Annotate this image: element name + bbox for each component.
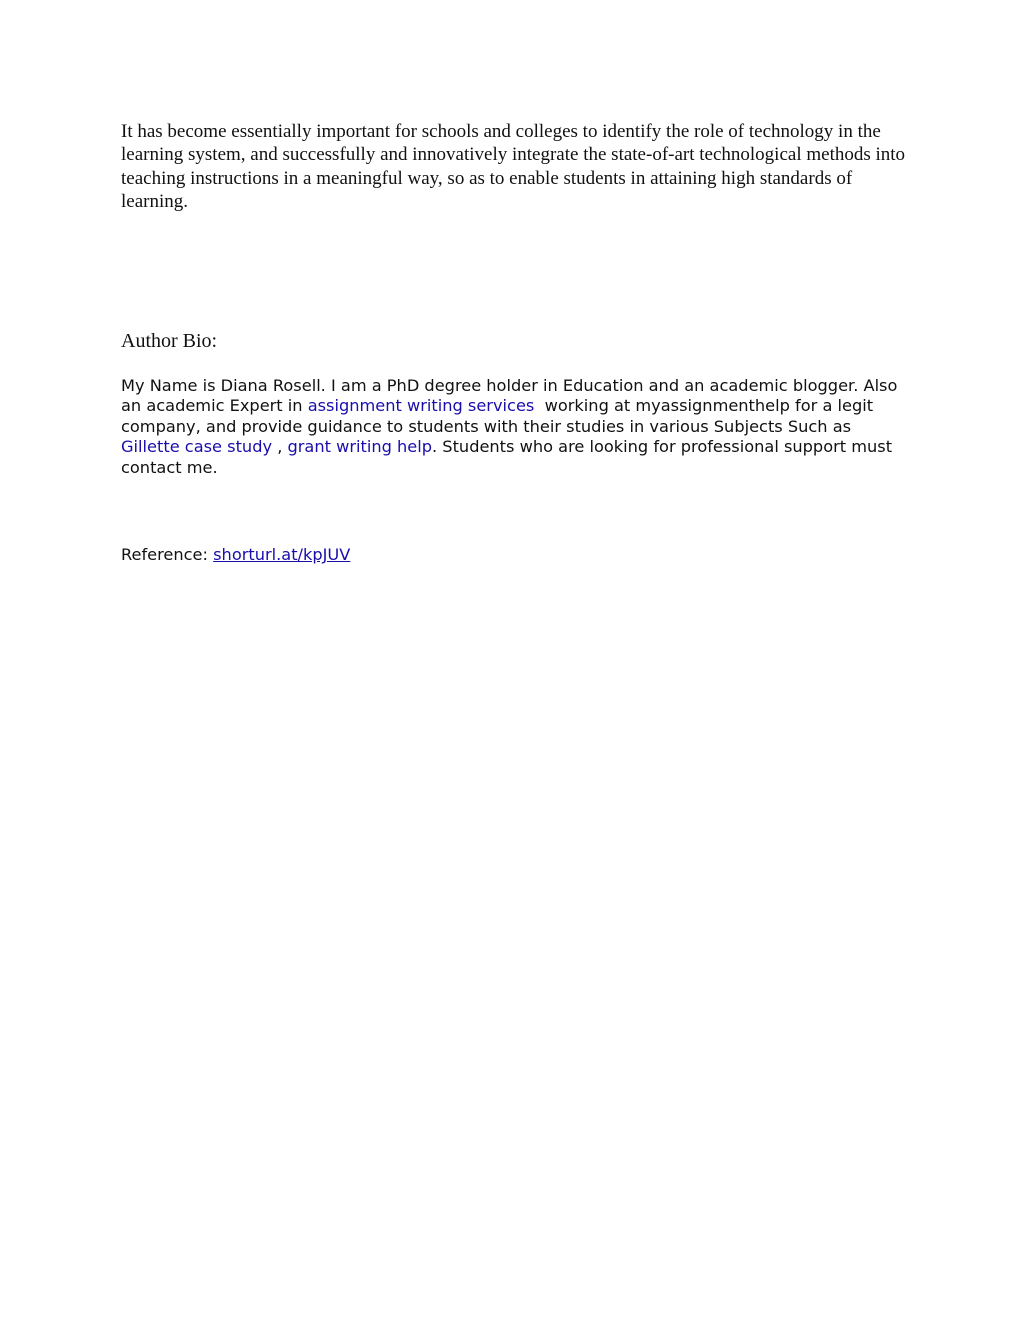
author-bio-paragraph bbox=[121, 376, 911, 478]
bio-text-1: My Name is Diana Rosell. I am a PhD degree holder in Education and an academic blogger. Also an academic Expert in bbox=[121, 376, 898, 416]
reference-line bbox=[121, 545, 350, 565]
author-bio-heading: Author Bio: bbox=[121, 330, 218, 352]
bio-text-3: , bbox=[277, 437, 288, 457]
bio-text-4: . Students who are looking for professional support must contact me. bbox=[121, 437, 893, 477]
reference-link[interactable]: shorturl.at/kpJUV bbox=[213, 545, 351, 564]
grant-writing-help-link[interactable]: grant writing help bbox=[287, 437, 433, 457]
bio-text-2: working at myassignmenthelp for a legit company, and provide guidance to students with their studies in various Subjects Such as bbox=[121, 396, 879, 436]
gillette-case-study-link[interactable]: Gillette case study bbox=[121, 437, 278, 457]
intro-paragraph: It has become essentially important for schools and colleges to identify the role of technology in the learning system, and successfully and innovatively integrate the state-of-art technological methods into teaching instructions in a meaningful way, so as to enable students in attaining high standards of learning. bbox=[121, 121, 906, 213]
assignment-writing-services-link[interactable]: assignment writing services bbox=[307, 396, 535, 416]
reference-label: Reference: bbox=[121, 545, 214, 564]
